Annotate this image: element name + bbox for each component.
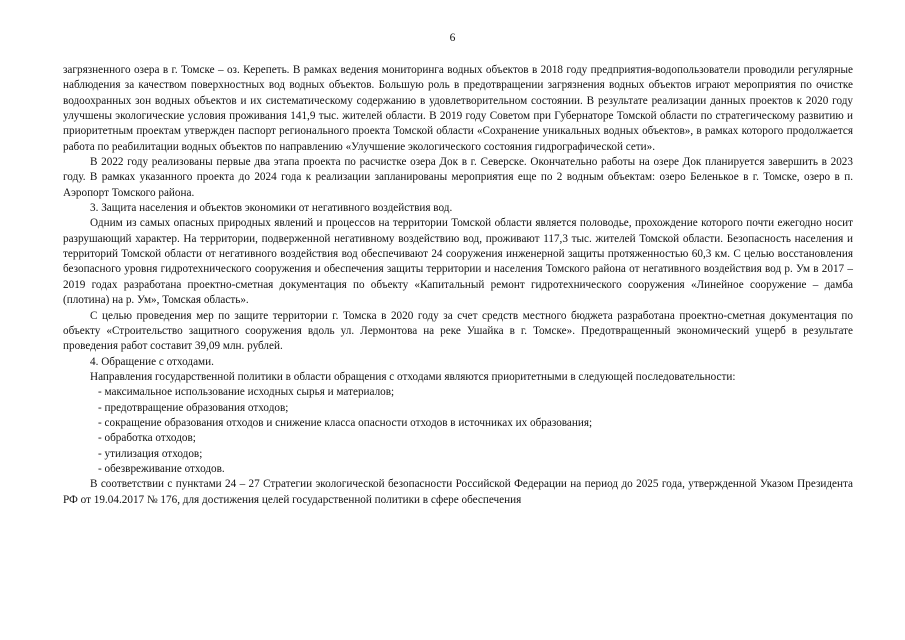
section-heading-waste: 4. Обращение с отходами. [90,355,214,368]
list-item: - утилизация отходов; [98,447,203,460]
list-item: - предотвращение образования отходов; [98,401,289,414]
paragraph-tomsk-protection: С целью проведения мер по защите территории г. Томска в 2020 году за счет средств местного бюджета разработана проектно-сметная документация по объекту «Строительство защитного сооружения вдоль ул. Лермонтова на реке Ушайка в г. Томске». Предотвращенный экономический ущерб в результате проведения работ составит 39,09 млн. рублей. [63,309,853,353]
list-item: - обезвреживание отходов. [98,462,225,475]
section-heading-water-protection: 3. Защита населения и объектов экономики от негативного воздействия вод. [90,202,453,215]
page-number: 6 [449,32,456,44]
paragraph-water-monitoring: загрязненного озера в г. Томске – оз. Керепеть. В рамках ведения мониторинга водных объектов в 2018 году предприятия-водопользователи проводили регулярные наблюдения за качеством поверхностных вод водных объектов. Большую роль в предотвращении загрязнения водных объектов играют мероприятия по очистке водоохранных зон водных объектов и их систематическому содержанию в удовлетворительном состоянии. В результате реализации данных проектов к 2020 году улучшены экологические условия проживания 141,9 тыс. жителей области. В 2019 году Советом при Губернаторе Томской области по стратегическому развитию и приоритетным проектам утвержден паспорт регионального проекта Томской области «Сохранение уникальных водных объектов», в рамках которого продолжается работа по реабилитации водных объектов по направлению «Улучшение экологического состояния гидрографической сети». [63,64,853,153]
paragraph-flood: Одним из самых опасных природных явлений и процессов на территории Томской области является половодье, прохождение которого почти ежегодно носит разрушающий характер. На территории, подверженной негативному воздействию вод, проживают 117,3 тыс. жителей Томской области. Безопасность населения и территорий Томской области от негативного воздействия вод обеспечивают 24 сооружения инженерной защиты протяженностью 60,3 км. С целью восстановления безопасного уровня гидротехнического сооружения и обеспечения защиты территории и населения Томского района от негативного воздействия вод р. Ум в 2017 – 2019 годах разработана проектно-сметная документация по объекту «Капитальный ремонт гидротехнического сооружения «Линейное сооружение – дамба (плотина) на р. Ум», Томская область». [63,217,853,307]
list-item: - обработка отходов; [98,432,196,445]
paragraph-lake-dok: В 2022 году реализованы первые два этапа проекта по расчистке озера Док в г. Северске. Окончательно работы на озере Док планируется завершить в 2023 году. В рамках указанного проекта до 2024 года к реализации запланированы мероприятия еще по 2 водным объектам: озеро Беленькое в г. Томске, озеро в п. Аэропорт Томского района. [63,156,853,199]
list-item: - максимальное использование исходных сырья и материалов; [98,386,395,399]
document-body [63,63,853,508]
list-item: - сокращение образования отходов и снижение класса опасности отходов в источниках их образования; [98,416,593,429]
waste-priority-list [63,385,853,477]
paragraph-waste-policy: Направления государственной политики в области обращения с отходами являются приоритетными в следующей последовательности: [90,370,736,383]
paragraph-strategy: В соответствии с пунктами 24 – 27 Стратегии экологической безопасности Российской Федерации на период до 2025 года, утвержденной Указом Президента РФ от 19.04.2017 № 176, для достижения целей государственной политики в сфере обеспечения [63,478,853,506]
